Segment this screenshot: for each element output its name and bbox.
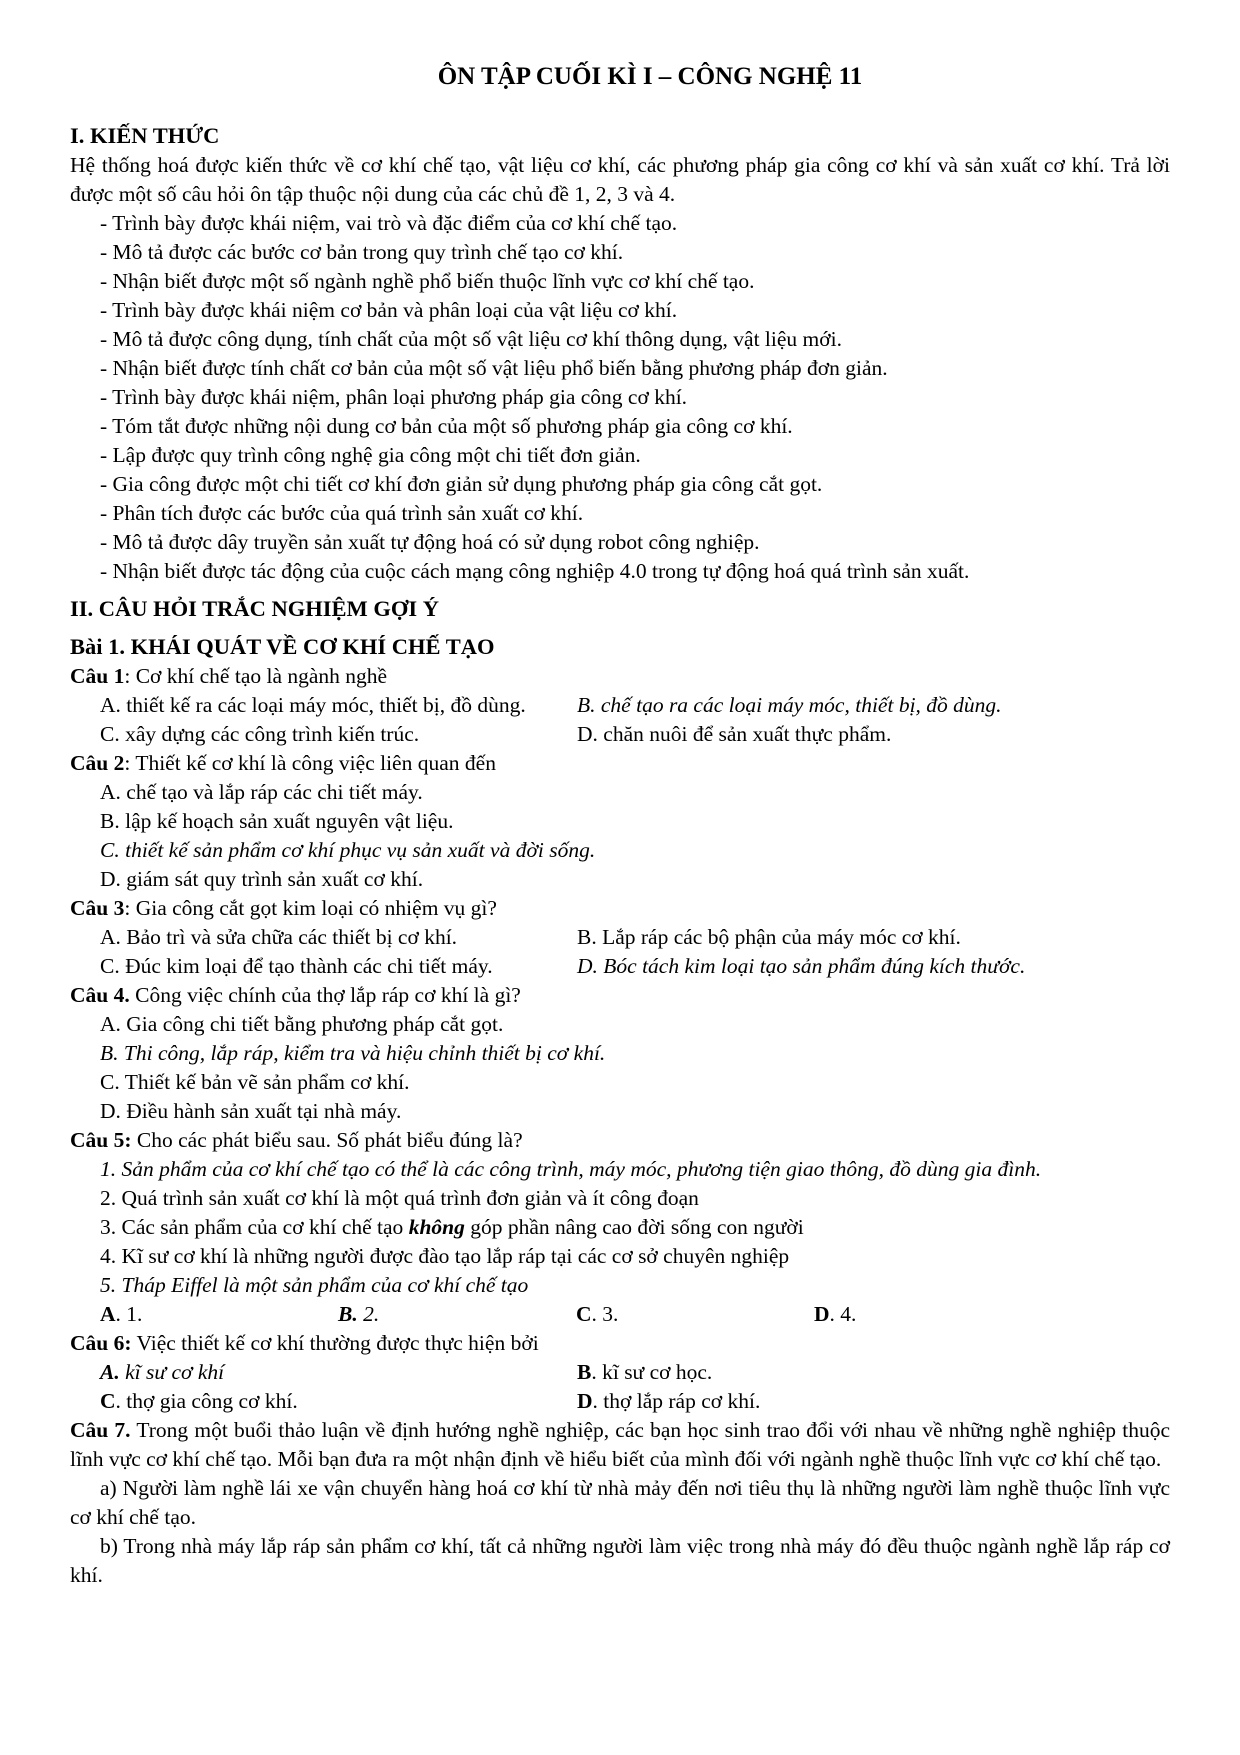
statement-1: 1. Sản phẩm của cơ khí chế tạo có thể là các công trình, máy móc, phương tiện giao thông, đồ dùng gia đình. [100, 1157, 1042, 1181]
option-b: B. lập kế hoạch sản xuất nguyên vật liệu. [100, 809, 454, 833]
option-c: C. thiết kế sản phẩm cơ khí phục vụ sản xuất và đời sống. [100, 838, 596, 862]
option-b: B. chế tạo ra các loại máy móc, thiết bị, đồ dùng. [577, 693, 1002, 717]
list-item: - Phân tích được các bước của quá trình sản xuất cơ khí. [100, 501, 584, 525]
option-d: D. Điều hành sản xuất tại nhà máy. [100, 1099, 402, 1123]
list-item: - Mô tả được các bước cơ bản trong quy trình chế tạo cơ khí. [100, 240, 624, 264]
question-label: Câu 3 [70, 896, 125, 920]
question-3 [70, 894, 1170, 923]
question-label: Câu 7. [70, 1418, 131, 1442]
knowledge-list [70, 209, 1170, 586]
option-a: A. thiết kế ra các loại máy móc, thiết bị, đồ dùng. [100, 693, 526, 717]
list-item: - Trình bày được khái niệm, vai trò và đặc điểm của cơ khí chế tạo. [100, 211, 678, 235]
question-label: Câu 5: [70, 1128, 132, 1152]
question-text: : Thiết kế cơ khí là công việc liên quan đến [124, 751, 496, 775]
option-a: A. Gia công chi tiết bằng phương pháp cắt gọt. [100, 1012, 504, 1036]
option-letter: C [100, 1389, 116, 1413]
section-heading-questions: II. CÂU HỎI TRẮC NGHIỆM GỢI Ý [70, 596, 439, 621]
option-a [100, 1358, 577, 1387]
option-c [576, 1300, 814, 1329]
question-6-options [70, 1358, 1170, 1416]
option-d: D. chăn nuôi để sản xuất thực phẩm. [577, 722, 892, 746]
statement-a: a) Người làm nghề lái xe vận chuyển hàng hoá cơ khí từ nhà mảy đến nơi tiêu thụ là những người làm nghề thuộc lĩnh vực cơ khí chế tạo. [70, 1476, 1170, 1529]
question-6 [70, 1329, 1170, 1358]
statement-b: b) Trong nhà máy lắp ráp sản phẩm cơ khí, tất cả những người làm việc trong nhà máy đó đều thuộc ngành nghề lắp ráp cơ khí. [70, 1534, 1170, 1587]
option-text: . 1. [115, 1302, 143, 1326]
question-text: Trong một buổi thảo luận về định hướng nghề nghiệp, các bạn học sinh trao đổi với nhau về những nghề nghiệp thuộc lĩnh vực cơ khí chế tạo. Mỗi bạn đưa ra một nhận định về hiểu biết của mình đối với ngành nghề thuộc lĩnh vực cơ khí chế tạo. [70, 1418, 1171, 1471]
option-d: D. giám sát quy trình sản xuất cơ khí. [100, 867, 424, 891]
option-letter: B. [338, 1302, 358, 1326]
statement-text: góp phần nâng cao đời sống con người [464, 1215, 804, 1239]
statement-text: 3. Các sản phẩm của cơ khí chế tạo [100, 1215, 409, 1239]
option-c [100, 1387, 577, 1416]
question-5 [70, 1126, 1170, 1155]
option-a [100, 1300, 338, 1329]
question-1 [70, 662, 1170, 691]
option-b: B. Thi công, lắp ráp, kiểm tra và hiệu chỉnh thiết bị cơ khí. [100, 1041, 606, 1065]
option-text: . 4. [829, 1302, 857, 1326]
option-letter: A. [100, 1360, 120, 1384]
question-2 [70, 749, 1170, 778]
option-b: B. Lắp ráp các bộ phận của máy móc cơ khí. [577, 925, 961, 949]
statement-5: 5. Tháp Eiffel là một sản phẩm của cơ khí chế tạo [100, 1273, 529, 1297]
statement-2: 2. Quá trình sản xuất cơ khí là một quá trình đơn giản và ít công đoạn [100, 1186, 699, 1210]
option-letter: D [577, 1389, 593, 1413]
question-3-options [70, 923, 1170, 981]
question-2-options [70, 778, 1170, 894]
list-item: - Nhận biết được tác động của cuộc cách mạng công nghiệp 4.0 trong tự động hoá quá trình sản xuất. [100, 559, 970, 583]
list-item: - Mô tả được công dụng, tính chất của một số vật liệu cơ khí thông dụng, vật liệu mới. [100, 327, 842, 351]
option-text: . thợ gia công cơ khí. [115, 1389, 298, 1413]
list-item: - Trình bày được khái niệm cơ bản và phân loại của vật liệu cơ khí. [100, 298, 678, 322]
option-c: C. Đúc kim loại để tạo thành các chi tiết máy. [100, 954, 493, 978]
statement-emphasis: không [408, 1215, 465, 1239]
option-b [338, 1300, 576, 1329]
option-d [814, 1300, 1052, 1329]
option-text: . kĩ sư cơ học. [591, 1360, 713, 1384]
option-c: C. xây dựng các công trình kiến trúc. [100, 722, 420, 746]
list-item: - Tóm tắt được những nội dung cơ bản của một số phương pháp gia công cơ khí. [100, 414, 793, 438]
question-5-options [70, 1300, 1170, 1329]
section-intro: Hệ thống hoá được kiến thức về cơ khí chế tạo, vật liệu cơ khí, các phương pháp gia công cơ khí và sản xuất cơ khí. Trả lời được một số câu hỏi ôn tập thuộc nội dung của các chủ đề 1, 2, 3 và 4. [70, 153, 1170, 206]
option-a: A. Bảo trì và sửa chữa các thiết bị cơ khí. [100, 925, 458, 949]
question-4 [70, 981, 1170, 1010]
list-item: - Mô tả được dây truyền sản xuất tự động hoá có sử dụng robot công nghiệp. [100, 530, 760, 554]
section-heading-knowledge: I. KIẾN THỨC [70, 123, 220, 148]
question-label: Câu 4. [70, 983, 130, 1007]
option-letter: C [576, 1302, 592, 1326]
option-letter: B [577, 1360, 592, 1384]
option-text: . thợ lắp ráp cơ khí. [592, 1389, 761, 1413]
option-a: A. chế tạo và lắp ráp các chi tiết máy. [100, 780, 423, 804]
list-item: - Nhận biết được một số ngành nghề phổ biến thuộc lĩnh vực cơ khí chế tạo. [100, 269, 755, 293]
list-item: - Gia công được một chi tiết cơ khí đơn giản sử dụng phương pháp gia công cắt gọt. [100, 472, 823, 496]
question-label: Câu 2 [70, 751, 125, 775]
list-item: - Lập được quy trình công nghệ gia công một chi tiết đơn giản. [100, 443, 641, 467]
lesson-heading: Bài 1. KHÁI QUÁT VỀ CƠ KHÍ CHẾ TẠO [70, 634, 495, 659]
option-b [577, 1358, 1054, 1387]
question-label: Câu 1 [70, 664, 125, 688]
question-1-options [70, 691, 1170, 749]
question-text: : Cơ khí chế tạo là ngành nghề [124, 664, 388, 688]
page-title: ÔN TẬP CUỐI KÌ I – CÔNG NGHỆ 11 [437, 63, 863, 90]
question-text: Công việc chính của thợ lắp ráp cơ khí là gì? [129, 983, 521, 1007]
option-text: 2. [357, 1302, 380, 1326]
list-item: - Trình bày được khái niệm, phân loại phương pháp gia công cơ khí. [100, 385, 688, 409]
option-text: . 3. [591, 1302, 619, 1326]
statement-3 [70, 1213, 1170, 1242]
list-item: - Nhận biết được tính chất cơ bản của một số vật liệu phổ biến bằng phương pháp đơn giản. [100, 356, 888, 380]
option-letter: A [100, 1302, 116, 1326]
question-4-options [70, 1010, 1170, 1126]
question-5-statements [70, 1155, 1170, 1329]
question-label: Câu 6: [70, 1331, 132, 1355]
option-d: D. Bóc tách kim loại tạo sản phẩm đúng kích thước. [577, 954, 1026, 978]
question-7 [70, 1416, 1170, 1474]
option-c: C. Thiết kế bản vẽ sản phẩm cơ khí. [100, 1070, 410, 1094]
option-letter: D [814, 1302, 830, 1326]
question-text: Việc thiết kế cơ khí thường được thực hiện bởi [131, 1331, 539, 1355]
option-d [577, 1387, 1054, 1416]
question-text: : Gia công cắt gọt kim loại có nhiệm vụ gì? [124, 896, 497, 920]
question-text: Cho các phát biểu sau. Số phát biểu đúng là? [131, 1128, 523, 1152]
option-text: kĩ sư cơ khí [119, 1360, 225, 1384]
statement-4: 4. Kĩ sư cơ khí là những người được đào tạo lắp ráp tại các cơ sở chuyên nghiệp [100, 1244, 790, 1268]
